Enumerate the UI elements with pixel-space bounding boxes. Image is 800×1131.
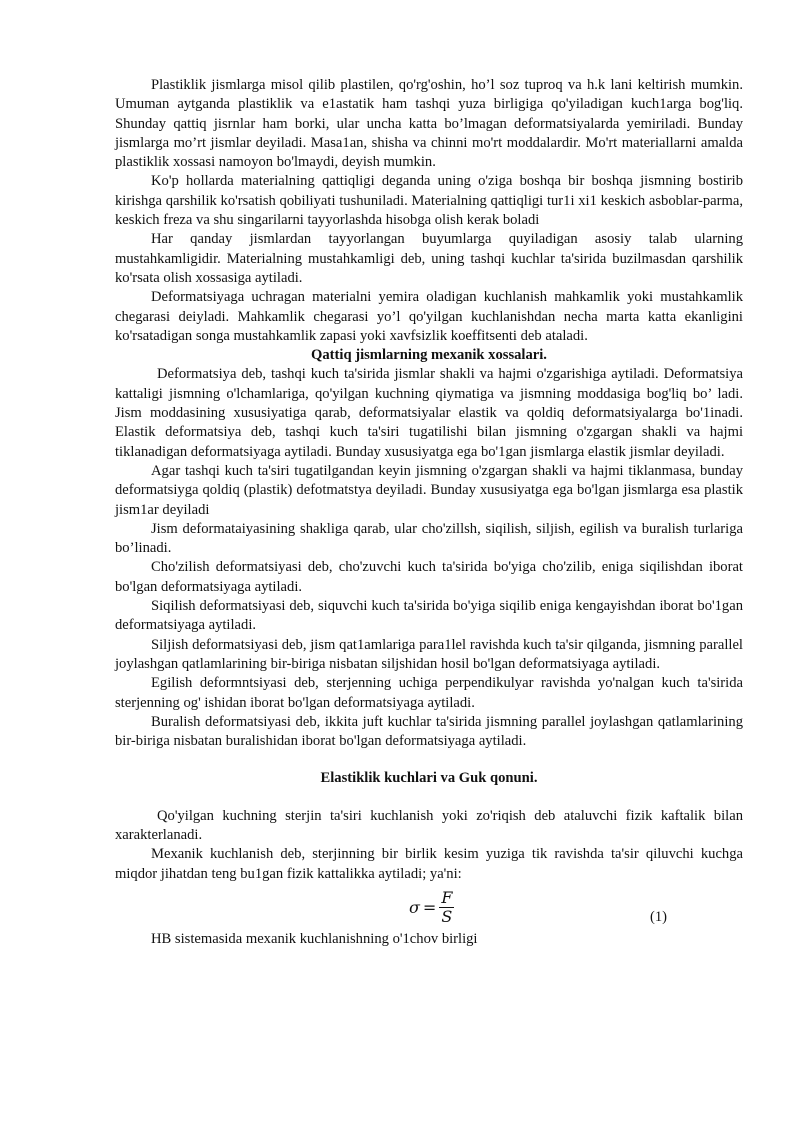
paragraph: Egilish deformntsiyasi deb, sterjenning uchiga perpendikulyar ravishda yo'nalgan kuch ta'sirida sterjenning og' ishidan iborat bo'lgan deformatsiyaga aytiladi. — [115, 675, 743, 711]
section-heading: Qattiq jismlarning mexanik xossalari. — [311, 347, 547, 364]
paragraph: Deformatsiyaga uchragan materialni yemira oladigan kuchlanish mahkamlik yoki mustahkamlik chegarasi deiyladi. Mahkamlik chegarasi yo’l qo'yilgan kuchlanishdan necha marta katta ekanligini ko'rsatadigan songa mustahkamlik zapasi yoki xavfsizlik koeffitsenti deb ataladi. — [115, 289, 743, 344]
formula-numerator: F — [441, 888, 453, 908]
paragraph: Mexanik kuchlanish deb, sterjinning bir birlik kesim yuziga tik ravishda ta'sir qiluvchi kuchga miqdor jihatdan teng bu1gan fizik kattalikka aytiladi; ya'ni: — [115, 846, 743, 882]
paragraph: Har qanday jismlardan tayyorlangan buyumlarga quyiladigan asosiy talab ularning mustahkamligidir. Materialning mustahkamligi deb, uning tashqi kuchlar ta'sirida buzilmasdan qarshilik ko'rsata olish xossasiga aytiladi. — [115, 231, 743, 286]
formula-fraction — [439, 889, 454, 926]
paragraph: Siljish deformatsiyasi deb, jism qat1amlariga para1lel ravishda kuch ta'sir qilganda, jismning parallel joylashgan qatlamlarining bir-biriga nisbatan siljshidan hosil bo'lgan deformatsiyaga aytiladi. — [115, 636, 743, 672]
section-heading: Elastiklik kuchlari va Guk qonuni. — [320, 770, 538, 787]
paragraph: Jism deformataiyasining shakliga qarab, ular cho'zillsh, siqilish, siljish, egilish va buralish turlariga bo’linadi. — [115, 520, 743, 557]
formula-sigma: σ — [409, 898, 420, 918]
formula-equals: = — [422, 898, 437, 918]
paragraph: Qo'yilgan kuchning sterjin ta'siri kuchlanish yoki zo'riqish deb ataluvchi fizik kaftalik bilan xarakterlanadi. — [115, 807, 743, 843]
paragraph: Ko'p hollarda materialning qattiqligi deganda uning o'ziga boshqa bir boshqa jismning bostirib kirishga qarshilik ko'rsatish qobiliyati tushuniladi. Materialning qattiqligi tur1i xi1 keskich asboblar-parma, keskich freza va shu singarilarni tayyorlashda hisobga olish kerak boladi — [115, 173, 743, 229]
formula-denominator: S — [441, 907, 453, 927]
paragraph: Buralish deformatsiyasi deb, ikkita juft kuchlar ta'sirida jismning parallel joylashgan qatlamlarining bir-biriga nisbatan buralishidan iborat bo'lgan deformatsiyaga aytiladi. — [115, 713, 743, 750]
paragraph: Deformatsiya deb, tashqi kuch ta'sirida jismlar shakli va hajmi o'zgarishiga aytiladi. Deformatsiya kattaligi jismning o'lchamlariga, qo'yilgan kuchning qiymatiga va jismning moddasiga bog'liq bo’ ladi. Jism moddasining xususiyatiga qarab, deformatsiyalar elastik va qoldiq deformatsiyalarga bo'1inadi. Elastik deformatsiya deb, tashqi kuch ta'siri tugatilishi bilan jismning o'zgargan shakli va hajmi tiklanadigan deformatsiyaga aytiladi. Bunday xususiyatga ega bo'1gan jismlarga elastik jismlar deyiladi. — [115, 366, 743, 460]
stress-formula — [409, 886, 454, 930]
paragraph: Agar tashqi kuch ta'siri tugatilgandan keyin jismning o'zgargan shakli va hajmi tiklanmasa, bunday deformatsiyga qoldiq (plastik) defotmatstya deyiladi. Bunday xususiyatga ega bo'lgan jismlarga esa plastik jism1ar deyiladi — [115, 462, 743, 518]
formula-row — [115, 886, 743, 930]
paragraph: Cho'zilish deformatsiyasi deb, cho'zuvchi kuch ta'sirida bo'yiga cho'zilib, eniga siqilishdan iborat bo'lgan deformatsiyaga aytiladi. — [115, 559, 743, 595]
paragraph: Plastiklik jismlarga misol qilib plastilen, qo'rg'oshin, ho’l soz tuproq va h.k lani keltirish mumkin. Umuman aytganda plastiklik va e1astatik ham tashqi yuza birligiga qo'yiladigan kuch1arga bog'liq. Shunday qattiq jisrnlar ham borki, ular uncha katta bo’lmagan deformatsiyalarda yemiriladi. Bunday jismlarga mo’rt jismlar deyiladi. Masa1an, shisha va chinni mo'rt moddalardir. Mo'rt materiallarni amalda plastiklik xossasi namoyon bo'lmaydi, deyish mumkin. — [115, 77, 743, 171]
paragraph: HB sistemasida mexanik kuchlanishning o'1chov birligi — [151, 930, 478, 947]
paragraph: Siqilish deformatsiyasi deb, siquvchi kuch ta'sirida bo'yiga siqilib eniga kengayishdan iborat bo'1gan deformatsiyaga aytiladi. — [115, 598, 743, 634]
equation-number: (1) — [650, 908, 668, 925]
